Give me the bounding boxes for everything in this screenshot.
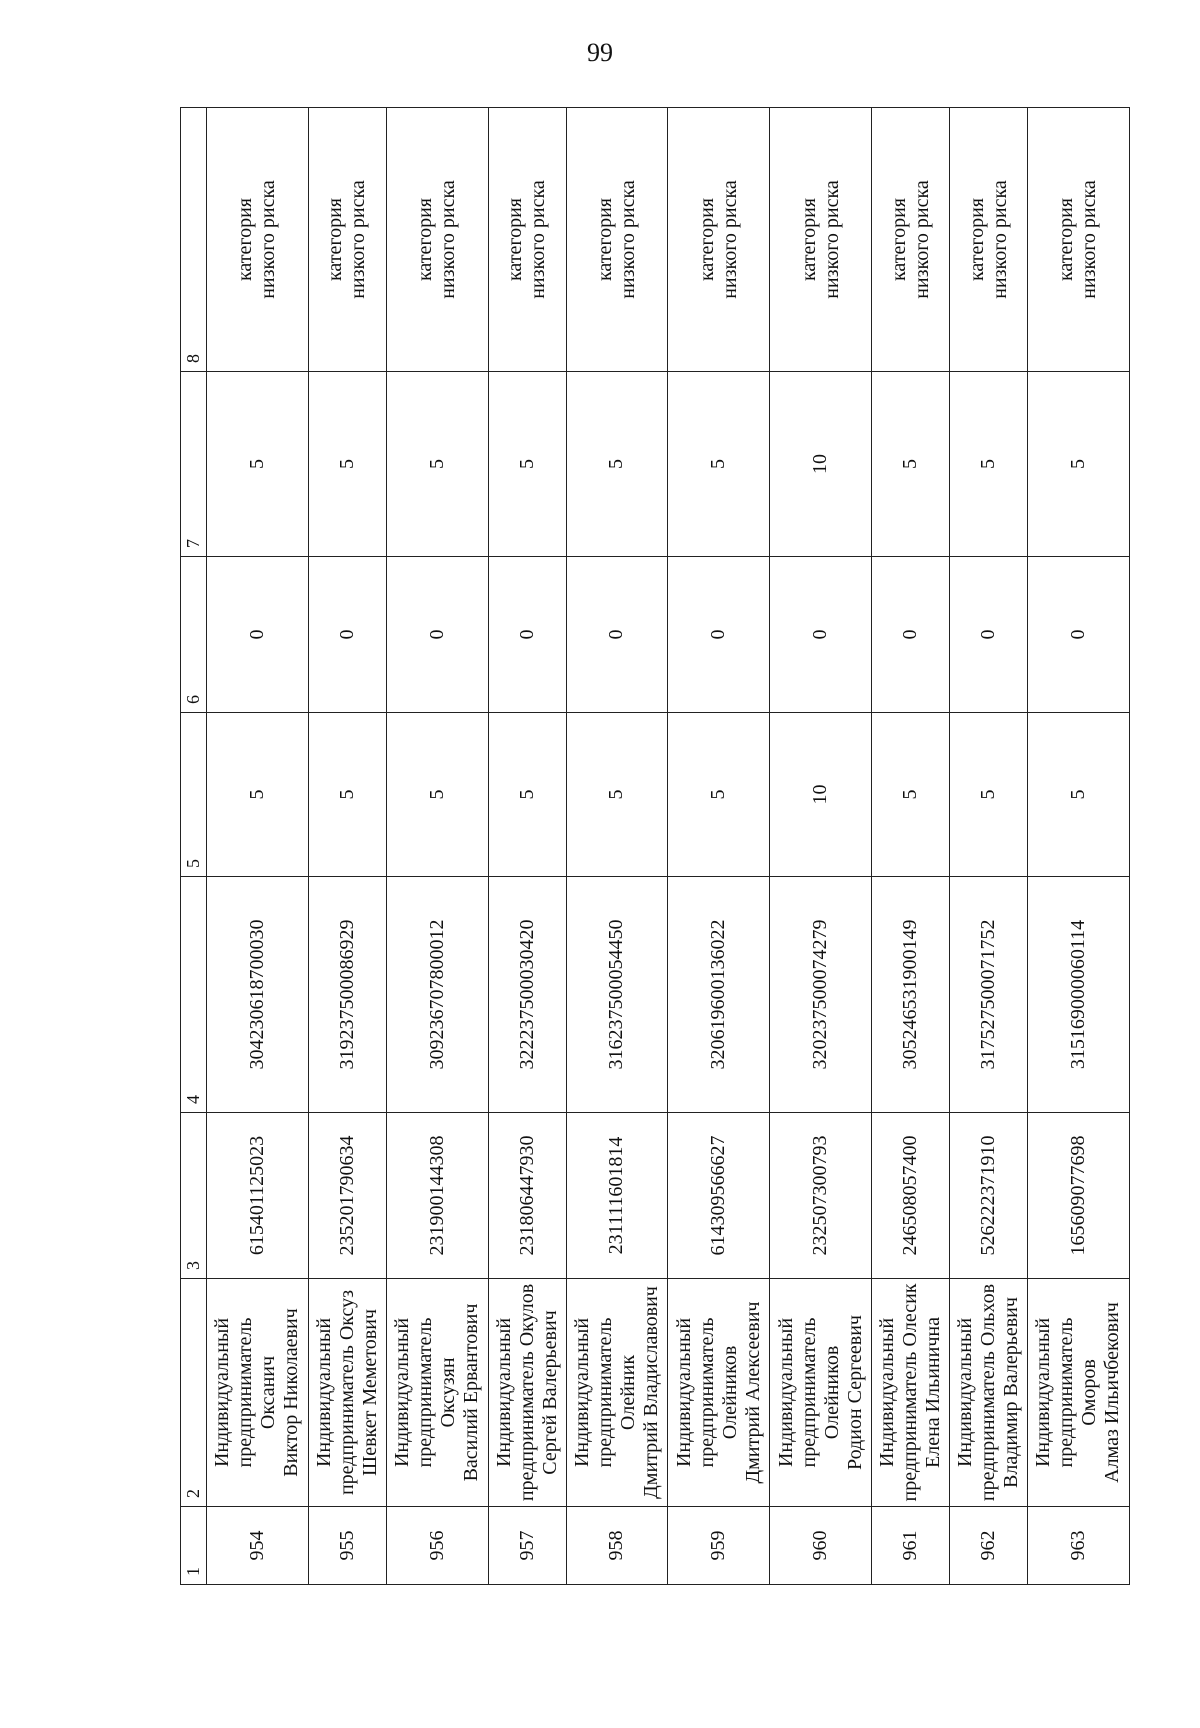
- name-line: Дмитрий Алексеевич: [741, 1301, 764, 1484]
- column-7-cell: 5: [1027, 372, 1129, 557]
- ogrn-cell: 315169000060114: [1027, 877, 1129, 1113]
- column-header: 4: [181, 877, 207, 1113]
- column-5-cell: 5: [386, 713, 488, 877]
- name-line: предприниматель Оксузян: [414, 1317, 460, 1468]
- risk-line: низкого риска: [257, 180, 280, 299]
- column-6-cell: 0: [950, 557, 1028, 713]
- name-line: Индивидуальный: [954, 1317, 977, 1468]
- ogrn-cell: 305246531900149: [872, 877, 950, 1113]
- risk-category-cell: [566, 108, 668, 372]
- inn-cell: 232507300793: [770, 1113, 872, 1279]
- rotated-table-frame: [180, 108, 1130, 1585]
- column-6-cell: 0: [308, 557, 386, 713]
- name-line: предприниматель Олейников: [797, 1317, 843, 1468]
- risk-category-cell: [488, 108, 566, 372]
- column-5-cell: 5: [1027, 713, 1129, 877]
- risk-line: категория: [593, 198, 616, 281]
- column-7-cell: 5: [668, 372, 770, 557]
- name-line: Индивидуальный: [774, 1317, 797, 1468]
- column-7-cell: 10: [770, 372, 872, 557]
- table-row: [872, 108, 950, 1585]
- name-line: Владимир Валерьевич: [1000, 1297, 1023, 1488]
- inn-cell: 615401125023: [207, 1113, 309, 1279]
- column-5-cell: 5: [566, 713, 668, 877]
- name-line: Индивидуальный: [1032, 1317, 1055, 1468]
- name-line: Елена Ильинична: [922, 1317, 945, 1468]
- column-header: 3: [181, 1113, 207, 1279]
- name-line: Дмитрий Владиславович: [639, 1286, 662, 1499]
- column-5-cell: 5: [950, 713, 1028, 877]
- risk-category-cell: [950, 108, 1028, 372]
- name-line: Индивидуальный: [876, 1317, 899, 1468]
- name-line: Шевкет Меметович: [358, 1309, 381, 1476]
- name-line: Индивидуальный: [391, 1317, 414, 1468]
- name-line: Индивидуальный: [672, 1317, 695, 1468]
- table-row: [566, 108, 668, 1585]
- risk-category-cell: [872, 108, 950, 372]
- risk-category-cell: [668, 108, 770, 372]
- inn-cell: 165609077698: [1027, 1113, 1129, 1279]
- name-line: предприниматель Окулов: [515, 1283, 538, 1502]
- name-line: предприниматель Оксуз: [335, 1289, 358, 1496]
- name-line: предприниматель Ольхов: [977, 1283, 1000, 1502]
- ogrn-cell: 317527500071752: [950, 877, 1028, 1113]
- risk-category-cell: [308, 108, 386, 372]
- column-6-cell: 0: [668, 557, 770, 713]
- risk-line: низкого риска: [1078, 180, 1101, 299]
- name-line: предприниматель Оморов: [1055, 1317, 1101, 1468]
- column-header: 2: [181, 1279, 207, 1507]
- name-line: Индивидуальный: [211, 1317, 234, 1468]
- table-row: [1027, 108, 1129, 1585]
- risk-line: низкого риска: [616, 180, 639, 299]
- column-header: 5: [181, 713, 207, 877]
- risk-category-cell: [207, 108, 309, 372]
- risk-line: категория: [965, 198, 988, 281]
- ogrn-cell: 320619600136022: [668, 877, 770, 1113]
- ogrn-cell: 322237500030420: [488, 877, 566, 1113]
- name-line: Родион Сергеевич: [843, 1315, 866, 1470]
- risk-line: категория: [234, 198, 257, 281]
- entrepreneur-name: [566, 1279, 668, 1507]
- name-line: предприниматель Олесик: [899, 1283, 922, 1502]
- name-line: предприниматель Оксанич: [234, 1317, 280, 1468]
- risk-line: категория: [504, 198, 527, 281]
- inn-cell: 231900144308: [386, 1113, 488, 1279]
- column-5-cell: 5: [668, 713, 770, 877]
- ogrn-cell: 309236707800012: [386, 877, 488, 1113]
- risk-line: низкого риска: [347, 180, 370, 299]
- risk-line: категория: [324, 198, 347, 281]
- risk-category-cell: [386, 108, 488, 372]
- column-5-cell: 10: [770, 713, 872, 877]
- column-7-cell: 5: [872, 372, 950, 557]
- row-number: 960: [770, 1507, 872, 1585]
- name-line: Индивидуальный: [492, 1317, 515, 1468]
- column-5-cell: 5: [488, 713, 566, 877]
- ogrn-cell: 304230618700030: [207, 877, 309, 1113]
- name-line: Индивидуальный: [312, 1317, 335, 1468]
- column-5-cell: 5: [872, 713, 950, 877]
- entrepreneur-name: [950, 1279, 1028, 1507]
- column-7-cell: 5: [950, 372, 1028, 557]
- column-7-cell: 5: [386, 372, 488, 557]
- inn-cell: 235201790634: [308, 1113, 386, 1279]
- registry-table: [180, 107, 1130, 1585]
- table-row: [950, 108, 1028, 1585]
- column-5-cell: 5: [207, 713, 309, 877]
- entrepreneur-name: [488, 1279, 566, 1507]
- inn-cell: 231111601814: [566, 1113, 668, 1279]
- column-header: 8: [181, 108, 207, 372]
- column-7-cell: 5: [488, 372, 566, 557]
- table-row: [488, 108, 566, 1585]
- risk-line: категория: [1055, 198, 1078, 281]
- ogrn-cell: 316237500054450: [566, 877, 668, 1113]
- risk-line: низкого риска: [437, 180, 460, 299]
- table-row: [770, 108, 872, 1585]
- table-row: [308, 108, 386, 1585]
- risk-line: категория: [797, 198, 820, 281]
- inn-cell: 614309566627: [668, 1113, 770, 1279]
- name-line: Виктор Николаевич: [280, 1308, 303, 1477]
- risk-line: низкого риска: [988, 180, 1011, 299]
- entrepreneur-name: [386, 1279, 488, 1507]
- risk-line: низкого риска: [910, 180, 933, 299]
- risk-line: категория: [887, 198, 910, 281]
- row-number: 958: [566, 1507, 668, 1585]
- name-line: Сергей Валерьевич: [538, 1310, 561, 1475]
- entrepreneur-name: [872, 1279, 950, 1507]
- risk-line: низкого риска: [820, 180, 843, 299]
- risk-line: низкого риска: [527, 180, 550, 299]
- column-6-cell: 0: [770, 557, 872, 713]
- table-row: [386, 108, 488, 1585]
- page-number: 99: [587, 38, 613, 67]
- name-line: Алмаз Ильичбекович: [1101, 1302, 1124, 1483]
- name-line: Индивидуальный: [570, 1317, 593, 1468]
- inn-cell: 526222371910: [950, 1113, 1028, 1279]
- row-number: 959: [668, 1507, 770, 1585]
- entrepreneur-name: [770, 1279, 872, 1507]
- inn-cell: 231806447930: [488, 1113, 566, 1279]
- risk-category-cell: [1027, 108, 1129, 372]
- entrepreneur-name: [207, 1279, 309, 1507]
- row-number: 961: [872, 1507, 950, 1585]
- risk-line: низкого риска: [718, 180, 741, 299]
- column-6-cell: 0: [1027, 557, 1129, 713]
- column-header: 7: [181, 372, 207, 557]
- column-header: 1: [181, 1507, 207, 1585]
- ogrn-cell: 319237500086929: [308, 877, 386, 1113]
- table-container: [180, 108, 1130, 1585]
- entrepreneur-name: [1027, 1279, 1129, 1507]
- column-header: 6: [181, 557, 207, 713]
- entrepreneur-name: [308, 1279, 386, 1507]
- column-6-cell: 0: [872, 557, 950, 713]
- header-row: [181, 108, 207, 1585]
- row-number: 956: [386, 1507, 488, 1585]
- row-number: 955: [308, 1507, 386, 1585]
- name-line: предприниматель Олейников: [695, 1317, 741, 1468]
- column-6-cell: 0: [207, 557, 309, 713]
- risk-line: категория: [695, 198, 718, 281]
- column-6-cell: 0: [566, 557, 668, 713]
- entrepreneur-name: [668, 1279, 770, 1507]
- row-number: 963: [1027, 1507, 1129, 1585]
- column-7-cell: 5: [308, 372, 386, 557]
- row-number: 962: [950, 1507, 1028, 1585]
- column-7-cell: 5: [207, 372, 309, 557]
- inn-cell: 246508057400: [872, 1113, 950, 1279]
- column-7-cell: 5: [566, 372, 668, 557]
- ogrn-cell: 320237500074279: [770, 877, 872, 1113]
- table-row: [668, 108, 770, 1585]
- row-number: 954: [207, 1507, 309, 1585]
- column-6-cell: 0: [386, 557, 488, 713]
- row-number: 957: [488, 1507, 566, 1585]
- risk-category-cell: [770, 108, 872, 372]
- column-6-cell: 0: [488, 557, 566, 713]
- column-5-cell: 5: [308, 713, 386, 877]
- table-row: [207, 108, 309, 1585]
- risk-line: категория: [414, 198, 437, 281]
- name-line: предприниматель Олейник: [593, 1317, 639, 1468]
- name-line: Василий Ервантович: [460, 1303, 483, 1482]
